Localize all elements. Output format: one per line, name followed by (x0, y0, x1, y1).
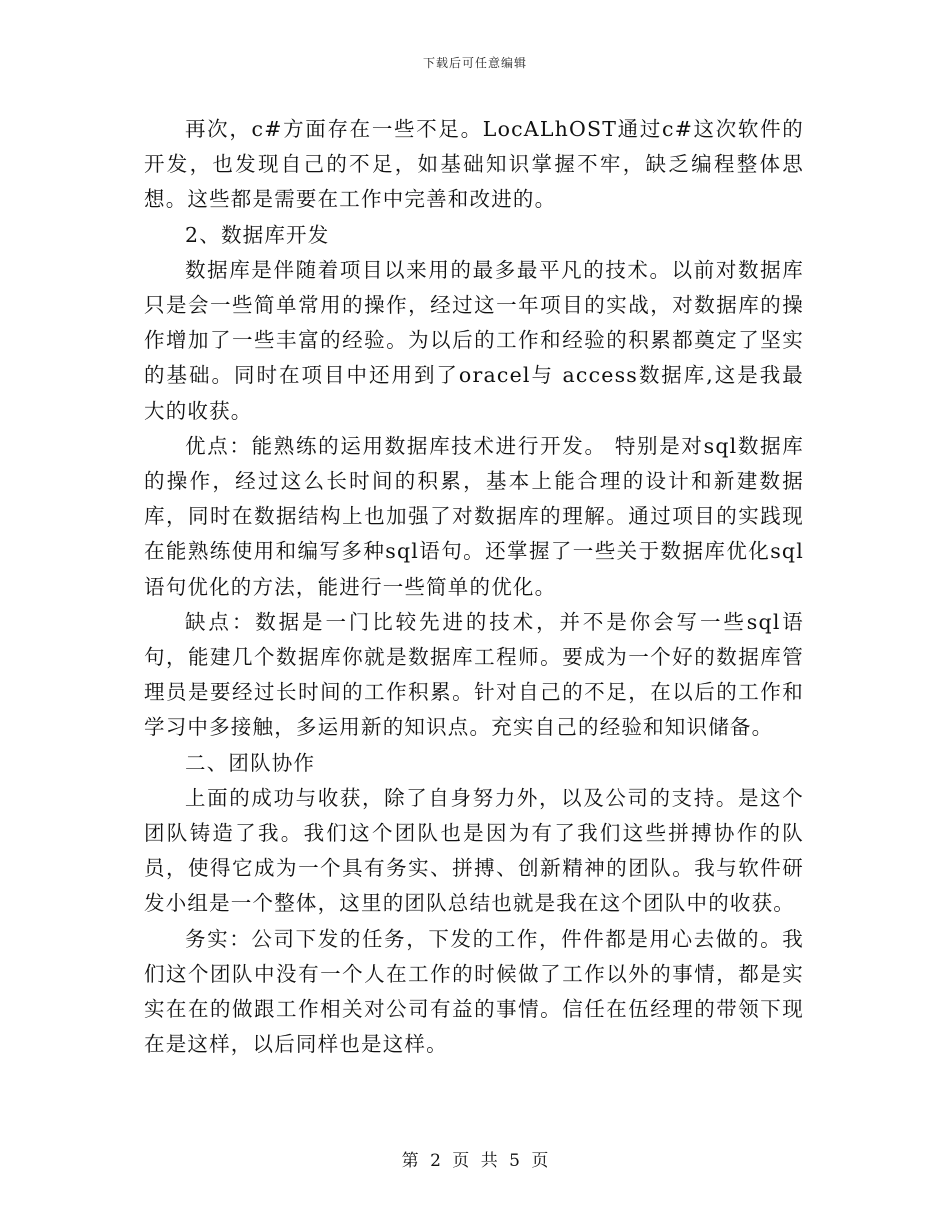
paragraph-database-experience: 数据库是伴随着项目以来用的最多最平凡的技术。以前对数据库只是会一些简单常用的操作，经过这一年项目的实战，对数据库的操作增加了一些丰富的经验。为以后的工作和经验的积累都奠定了坚实的基础。同时在项目中还用到了oracel与 access数据库,这是我最大的收获。 (144, 257, 804, 423)
paragraph-database-strengths: 优点：能熟练的运用数据库技术进行开发。 特别是对sql数据库的操作，经过这么长时间的积累，基本上能合理的设计和新建数据库，同时在数据结构上也加强了对数据库的理解。通过项目的实践现在能熟练使用和编写多种sql语句。还掌握了一些关于数据库优化sql语句优化的方法，能进行一些简单的优化。 (144, 433, 804, 599)
section-heading-teamwork: 二、团队协作 (185, 750, 316, 775)
paragraph-team-summary: 上面的成功与收获，除了自身努力外，以及公司的支持。是这个团队铸造了我。我们这个团队也是因为有了我们这些拼搏协作的队员，使得它成为一个具有务实、拼搏、创新精神的团队。我与软件研发小组是一个整体，这里的团队总结也就是我在这个团队中的收获。 (144, 785, 804, 916)
paragraph-database-weaknesses: 缺点：数据是一门比较先进的技术，并不是你会写一些sql语句，能建几个数据库你就是数据库工程师。要成为一个好的数据库管理员是要经过长时间的工作积累。针对自己的不足，在以后的工作和学习中多接触，多运用新的知识点。充实自己的经验和知识储备。 (144, 609, 804, 740)
page-number-footer: 第 2 页 共 5 页 (401, 1151, 549, 1171)
paragraph-pragmatism: 务实：公司下发的任务，下发的工作，件件都是用心去做的。我们这个团队中没有一个人在工作的时候做了工作以外的事情，都是实实在在的做跟工作相关对公司有益的事情。信任在伍经理的带领下现在是这样，以后同样也是这样。 (144, 926, 804, 1057)
section-heading-database-dev: 2、数据库开发 (185, 222, 330, 247)
page-header: 下载后可任意编辑 (422, 56, 527, 70)
paragraph-csharp-shortcomings: 再次，c#方面存在一些不足。LocALhOST通过c#这次软件的开发，也发现自己的不足，如基础知识掌握不牢，缺乏编程整体思想。这些都是需要在工作中完善和改进的。 (144, 117, 804, 212)
document-body (144, 112, 804, 1062)
